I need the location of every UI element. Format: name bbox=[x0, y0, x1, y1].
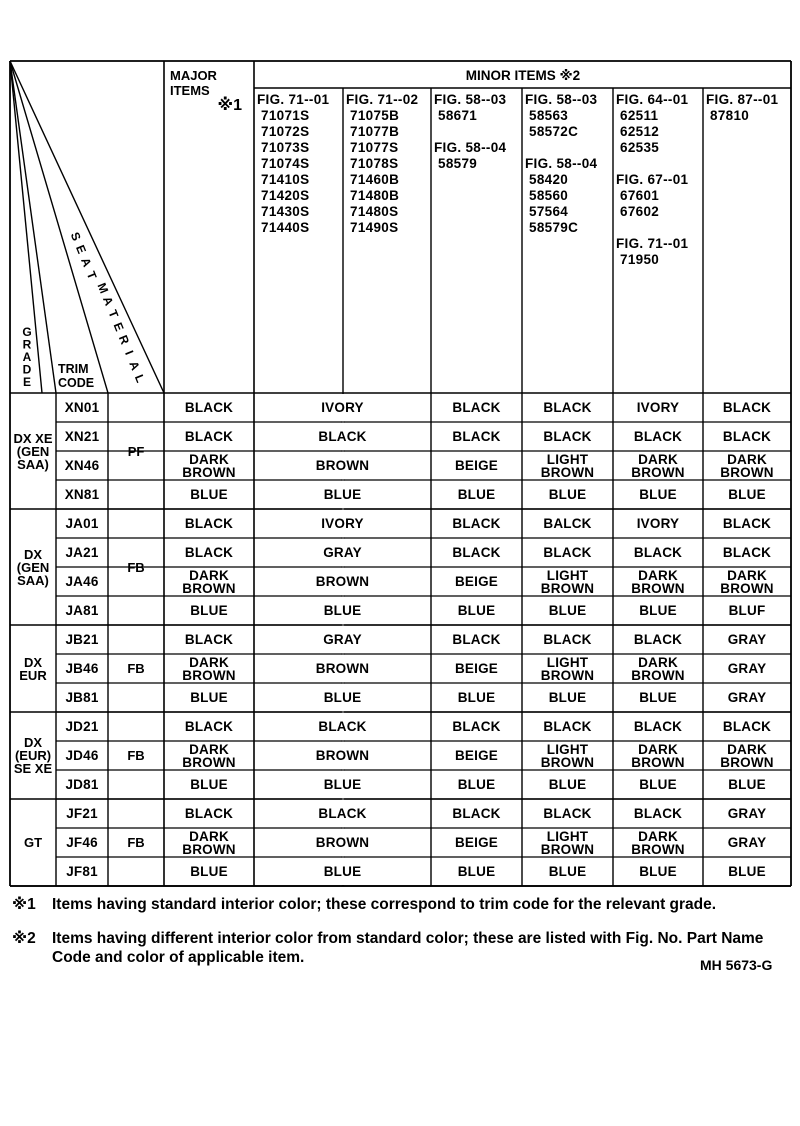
color-cell: BLACK bbox=[184, 806, 234, 821]
seat-material-label-letter: T bbox=[105, 307, 122, 320]
color-cell: BLACK bbox=[722, 719, 772, 734]
trim-code-cell: XN21 bbox=[64, 429, 100, 444]
trim-code-cell: JD21 bbox=[65, 719, 99, 734]
color-cell: BEIGE bbox=[454, 458, 498, 473]
color-cell: BLUE bbox=[639, 864, 677, 879]
color-cell: BLUE bbox=[190, 690, 228, 705]
grade-cell: DX EUR bbox=[19, 654, 47, 683]
color-cell: BLACK bbox=[318, 719, 367, 734]
seat-material-cell: FB bbox=[127, 559, 145, 575]
grade-cell: GT bbox=[23, 835, 43, 850]
trim-code-cell: JA81 bbox=[65, 603, 99, 618]
color-cell: BROWN bbox=[315, 574, 370, 589]
color-cell: BLUE bbox=[639, 603, 677, 618]
color-cell: GRAY bbox=[727, 661, 767, 676]
color-cell: BROWN bbox=[315, 748, 370, 763]
minor-column-fig-list: FIG. 71--02 71075B 71077B 71077S 71078S 71460B 71480B 71480S 71490S bbox=[346, 92, 419, 235]
color-cell: BLACK bbox=[543, 429, 592, 444]
color-cell: DARK BROWN bbox=[182, 451, 236, 480]
color-cell: BLUE bbox=[548, 864, 587, 879]
color-cell: DARK BROWN bbox=[720, 451, 774, 480]
grade-cell: DX (GEN SAA) bbox=[16, 546, 50, 588]
color-cell: BLACK bbox=[452, 429, 501, 444]
seat-material-label-letter: E bbox=[72, 243, 89, 256]
color-cell: DARK BROWN bbox=[631, 451, 685, 480]
color-cell: BLUE bbox=[457, 690, 496, 705]
color-cell: BLUE bbox=[190, 777, 228, 792]
seat-material-label-letter: A bbox=[99, 294, 117, 308]
color-cell: BLACK bbox=[543, 719, 592, 734]
trim-code-cell: JA46 bbox=[65, 574, 99, 589]
trim-code-cell: JA21 bbox=[65, 545, 99, 560]
color-cell: GRAY bbox=[727, 835, 767, 850]
color-cell: BLUE bbox=[728, 864, 766, 879]
color-cell: BLACK bbox=[452, 516, 501, 531]
color-cell: BEIGE bbox=[454, 574, 498, 589]
note2-mark: ※2 bbox=[12, 930, 36, 947]
color-cell: BLACK bbox=[184, 429, 234, 444]
color-cell: BLUE bbox=[639, 777, 677, 792]
color-cell: BLACK bbox=[452, 400, 501, 415]
grade-label-letter: D bbox=[22, 362, 32, 377]
trim-code-cell: JD46 bbox=[65, 748, 99, 763]
minor-column-fig-list: FIG. 58--03 58671 FIG. 58--04 58579 bbox=[434, 92, 507, 171]
note2-text: Items having different interior color from standard color; these are listed with Fig. No. Part Name Code and color of applicable item. bbox=[52, 930, 764, 966]
color-cell: LIGHT BROWN bbox=[540, 567, 595, 596]
color-cell: BEIGE bbox=[454, 748, 498, 763]
trim-code-cell: JF21 bbox=[66, 806, 98, 821]
seat-material-label-letter: M bbox=[94, 280, 112, 296]
note1-mark: ※1 bbox=[12, 896, 36, 913]
color-cell: DARK BROWN bbox=[720, 567, 774, 596]
color-cell: BLUF bbox=[728, 603, 766, 618]
color-cell: GRAY bbox=[727, 632, 767, 647]
color-cell: GRAY bbox=[323, 545, 362, 560]
color-cell: DARK BROWN bbox=[182, 567, 236, 596]
color-cell: BLACK bbox=[452, 719, 501, 734]
color-cell: BLUE bbox=[548, 487, 587, 502]
color-cell: DARK BROWN bbox=[631, 741, 685, 770]
color-cell: BLACK bbox=[543, 806, 592, 821]
color-cell: BLACK bbox=[722, 516, 772, 531]
color-cell: IVORY bbox=[321, 400, 364, 415]
note1-text: Items having standard interior color; these correspond to trim code for the relevant grade. bbox=[52, 896, 717, 913]
color-cell: BLACK bbox=[633, 429, 683, 444]
color-cell: BLACK bbox=[318, 806, 367, 821]
major-items-header: MAJOR ITEMS ※1 bbox=[170, 68, 242, 114]
color-cell: BROWN bbox=[315, 835, 370, 850]
seat-material-label-letter: R bbox=[115, 333, 133, 347]
grade-label-letter: R bbox=[22, 337, 32, 352]
color-cell: BLUE bbox=[639, 487, 677, 502]
color-cell: BROWN bbox=[315, 661, 370, 676]
grade-label-letter: E bbox=[22, 375, 32, 389]
color-cell: IVORY bbox=[636, 400, 680, 415]
seat-material-cell: PF bbox=[127, 443, 145, 459]
trim-code-cell: JD81 bbox=[65, 777, 99, 792]
color-cell: BROWN bbox=[315, 458, 370, 473]
color-cell: DARK BROWN bbox=[182, 741, 236, 770]
seat-material-label-letter: E bbox=[110, 320, 127, 334]
trim-code-cell: JF46 bbox=[66, 835, 98, 850]
color-cell: BLACK bbox=[184, 400, 234, 415]
color-cell: BLACK bbox=[722, 429, 772, 444]
color-cell: LIGHT BROWN bbox=[540, 654, 595, 683]
grade-label-letter: G bbox=[22, 325, 32, 339]
color-cell: BLACK bbox=[184, 632, 234, 647]
color-cell: BLUE bbox=[323, 864, 362, 879]
trim-code-cell: XN01 bbox=[64, 400, 100, 415]
trim-code-cell: JB21 bbox=[65, 632, 99, 647]
minor-column-fig-list: FIG. 71--01 71071S 71072S 71073S 71074S 71410S 71420S 71430S 71440S bbox=[257, 92, 330, 235]
color-cell: BLACK bbox=[452, 545, 501, 560]
trim-code-cell: JF81 bbox=[66, 864, 98, 879]
color-cell: GRAY bbox=[323, 632, 362, 647]
color-cell: BLACK bbox=[633, 719, 683, 734]
trim-code-cell: XN46 bbox=[64, 458, 100, 473]
color-cell: LIGHT BROWN bbox=[540, 451, 595, 480]
color-cell: BLUE bbox=[548, 603, 587, 618]
color-cell: BLACK bbox=[633, 632, 683, 647]
note1-marker: ※1 bbox=[217, 97, 242, 114]
color-cell: IVORY bbox=[321, 516, 364, 531]
trim-code-cell: JA01 bbox=[65, 516, 99, 531]
color-cell: BLACK bbox=[452, 806, 501, 821]
color-cell: BLACK bbox=[184, 516, 234, 531]
seat-material-cell: FB bbox=[127, 661, 145, 676]
color-cell: BLUE bbox=[323, 690, 362, 705]
color-cell: BLUE bbox=[457, 487, 496, 502]
color-cell: BLACK bbox=[452, 632, 501, 647]
minor-column-fig-list: FIG. 64--01 62511 62512 62535 FIG. 67--01 67601 67602 FIG. 71--01 71950 bbox=[616, 92, 689, 267]
color-cell: DARK BROWN bbox=[631, 828, 685, 857]
trim-code-cell: XN81 bbox=[64, 487, 100, 502]
color-cell: BLACK bbox=[722, 400, 772, 415]
minor-items-header: MINOR ITEMS ※2 bbox=[465, 68, 581, 83]
seat-material-label-letter: S bbox=[67, 230, 84, 243]
trim-code-cell: JB81 bbox=[65, 690, 99, 705]
color-cell: LIGHT BROWN bbox=[540, 828, 595, 857]
color-cell: DARK BROWN bbox=[631, 567, 685, 596]
color-cell: BLACK bbox=[633, 545, 683, 560]
grade-cell: DX XE (GEN SAA) bbox=[13, 430, 53, 472]
color-cell: IVORY bbox=[636, 516, 680, 531]
seat-material-label-letter: A bbox=[126, 358, 143, 373]
seat-material-label-letter: L bbox=[131, 372, 148, 385]
minor-column-fig-list: FIG. 58--03 58563 58572C FIG. 58--04 58420 58560 57564 58579C bbox=[525, 92, 598, 235]
color-cell: DARK BROWN bbox=[182, 828, 236, 857]
color-cell: BLUE bbox=[639, 690, 677, 705]
color-cell: BLUE bbox=[190, 864, 228, 879]
figure-reference: MH 5673-G bbox=[700, 957, 773, 973]
color-cell: GRAY bbox=[727, 690, 767, 705]
color-cell: BLUE bbox=[190, 487, 228, 502]
color-cell: BLUE bbox=[728, 487, 766, 502]
color-cell: GRAY bbox=[727, 806, 767, 821]
color-cell: BLUE bbox=[457, 603, 496, 618]
color-cell: BLACK bbox=[543, 400, 592, 415]
color-cell: BEIGE bbox=[454, 661, 498, 676]
color-cell: BLACK bbox=[184, 719, 234, 734]
grade-cell: DX (EUR) SE XE bbox=[13, 735, 53, 776]
color-cell: DARK BROWN bbox=[182, 654, 236, 683]
color-cell: BLUE bbox=[323, 603, 362, 618]
grade-label-letter: A bbox=[22, 350, 32, 364]
color-cell: BLUE bbox=[457, 777, 496, 792]
color-cell: BLACK bbox=[318, 429, 367, 444]
minor-column-fig-list: FIG. 87--01 87810 bbox=[706, 92, 779, 123]
color-cell: BLUE bbox=[548, 690, 587, 705]
color-cell: BLACK bbox=[543, 545, 592, 560]
seat-material-label-letter: I bbox=[122, 348, 137, 357]
seat-material-label-letter: A bbox=[78, 255, 95, 269]
color-cell: BLUE bbox=[548, 777, 587, 792]
trim-code-cell: JB46 bbox=[65, 661, 99, 676]
color-cell: BLACK bbox=[633, 806, 683, 821]
seat-material-label-letter: T bbox=[83, 269, 100, 282]
seat-material-cell: FB bbox=[127, 835, 145, 850]
color-cell: BEIGE bbox=[454, 835, 498, 850]
color-cell: BLACK bbox=[184, 545, 234, 560]
color-cell: BALCK bbox=[543, 516, 592, 531]
seat-material-cell: FB bbox=[127, 748, 145, 763]
color-cell: BLUE bbox=[323, 777, 362, 792]
color-cell: BLUE bbox=[190, 603, 228, 618]
trim-code-label: TRIM CODE bbox=[58, 362, 95, 390]
color-cell: BLACK bbox=[543, 632, 592, 647]
color-cell: BLUE bbox=[728, 777, 766, 792]
color-cell: BLUE bbox=[457, 864, 496, 879]
color-cell: LIGHT BROWN bbox=[540, 741, 595, 770]
color-cell: DARK BROWN bbox=[720, 741, 774, 770]
color-cell: BLUE bbox=[323, 487, 362, 502]
color-cell: BLACK bbox=[722, 545, 772, 560]
color-cell: DARK BROWN bbox=[631, 654, 685, 683]
